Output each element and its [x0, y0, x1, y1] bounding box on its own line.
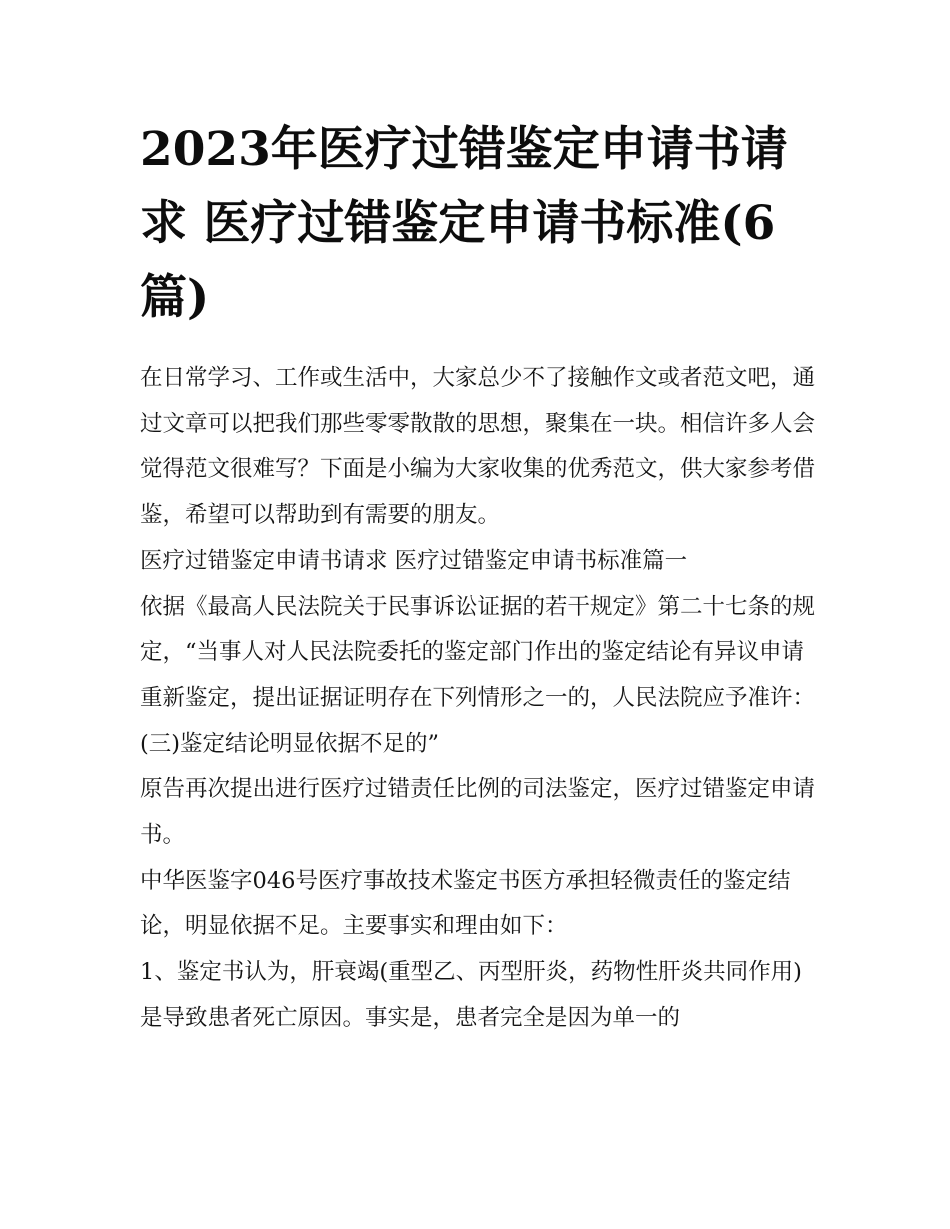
paragraph-point-1: 1、鉴定书认为，肝衰竭(重型乙、丙型肝炎，药物性肝炎共同作用)是导致患者死亡原因。事实是，患者完全是因为单一的 [140, 959, 802, 1031]
paragraph-legal-basis: 依据《最高人民法院关于民事诉讼证据的若干规定》第二十七条的规定，“当事人对人民法院委托的鉴定部门作出的鉴定结论有异议申请重新鉴定，提出证据证明存在下列情形之一的，人民法院应予准许：(三)鉴定结论明显依据不足的” [140, 593, 816, 757]
paragraph-intro: 在日常学习、工作或生活中，大家总少不了接触作文或者范文吧，通过文章可以把我们那些零零散散的思想，聚集在一块。相信许多人会觉得范文很难写？下面是小编为大家收集的优秀范文，供大家参考借鉴，希望可以帮助到有需要的朋友。 [140, 365, 816, 529]
document-body [140, 356, 820, 1042]
document-title: 2023年医疗过错鉴定申请书请求 医疗过错鉴定申请书标准(6篇) [140, 122, 788, 325]
paragraph-request: 原告再次提出进行医疗过错责任比例的司法鉴定，医疗过错鉴定申请书。 [140, 776, 816, 849]
paragraph-section-heading: 医疗过错鉴定申请书请求 医疗过错鉴定申请书标准篇一 [140, 547, 688, 574]
paragraph-reason-intro: 中华医鉴字046号医疗事故技术鉴定书医方承担轻微责任的鉴定结论，明显依据不足。主要事实和理由如下： [140, 867, 791, 940]
